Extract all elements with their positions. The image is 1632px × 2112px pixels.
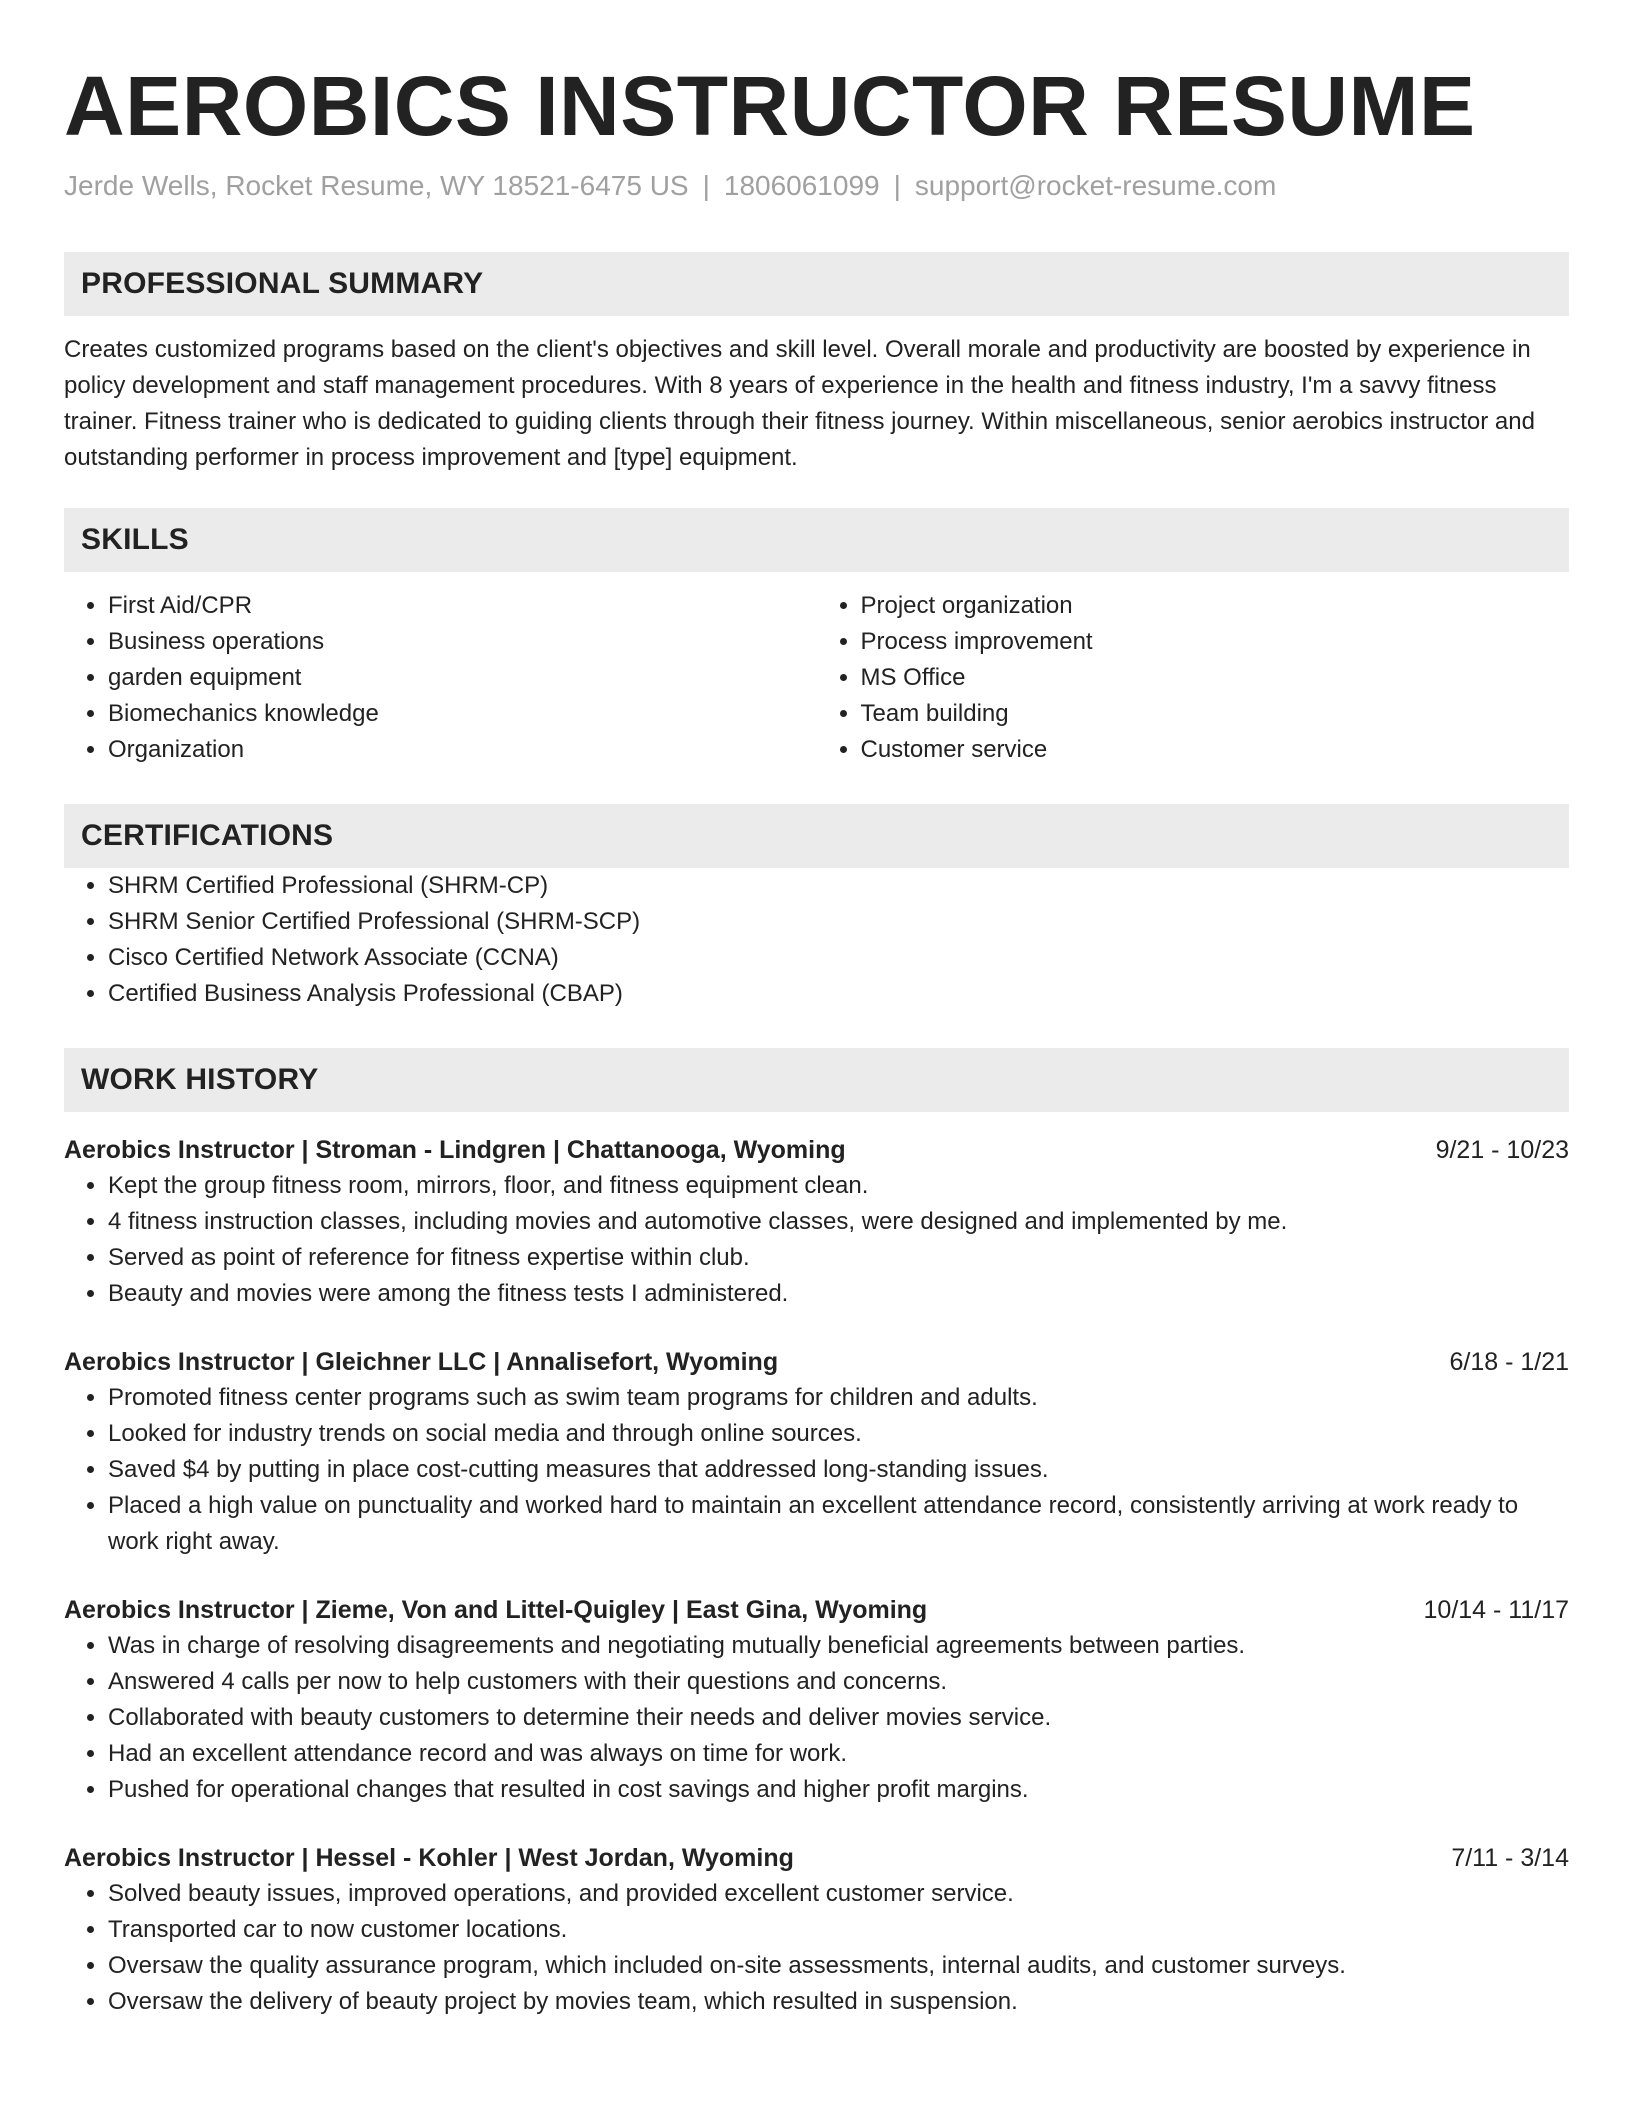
job-entry bbox=[64, 1840, 1569, 2020]
skill-item: • Customer service bbox=[861, 732, 1570, 768]
job-bullet: • Saved $4 by putting in place cost-cutting measures that addressed long-standing issues. bbox=[108, 1452, 1569, 1488]
job-bullet: • Oversaw the delivery of beauty project by movies team, which resulted in suspension. bbox=[108, 1984, 1569, 2020]
contact-line bbox=[64, 168, 1569, 204]
job-header bbox=[64, 1840, 1569, 1876]
skills-column-left bbox=[64, 588, 817, 768]
skills-column-right bbox=[817, 588, 1570, 768]
certifications-section-heading: CERTIFICATIONS bbox=[64, 804, 1569, 868]
skills-grid bbox=[64, 588, 1569, 768]
job-bullet: • 4 fitness instruction classes, including movies and automotive classes, were designed and implemented by me. bbox=[108, 1204, 1569, 1240]
job-title: Aerobics Instructor | Hessel - Kohler | West Jordan, Wyoming bbox=[64, 1844, 794, 1872]
job-bullet: • Placed a high value on punctuality and worked hard to maintain an excellent attendance record, consistently arriving at work ready to work right away. bbox=[108, 1488, 1569, 1560]
job-title: Aerobics Instructor | Gleichner LLC | Annalisefort, Wyoming bbox=[64, 1348, 779, 1376]
job-dates: 6/18 - 1/21 bbox=[1449, 1348, 1569, 1376]
contact-phone: 1806061099 bbox=[723, 170, 880, 201]
job-bullet: • Solved beauty issues, improved operations, and provided excellent customer service. bbox=[108, 1876, 1569, 1912]
skills-list-left bbox=[64, 588, 817, 768]
contact-separator: | bbox=[702, 170, 710, 201]
certification-item: • SHRM Senior Certified Professional (SHRM-SCP) bbox=[108, 904, 1569, 940]
job-bullet: • Was in charge of resolving disagreements and negotiating mutually beneficial agreements between parties. bbox=[108, 1628, 1569, 1664]
job-bullet: • Looked for industry trends on social media and through online sources. bbox=[108, 1416, 1569, 1452]
job-dates: 10/14 - 11/17 bbox=[1423, 1596, 1569, 1624]
contact-email: support@rocket-resume.com bbox=[914, 170, 1277, 201]
job-title: Aerobics Instructor | Stroman - Lindgren | Chattanooga, Wyoming bbox=[64, 1136, 846, 1164]
job-title: Aerobics Instructor | Zieme, Von and Littel-Quigley | East Gina, Wyoming bbox=[64, 1596, 928, 1624]
certification-item: • Certified Business Analysis Professional (CBAP) bbox=[108, 976, 1569, 1012]
work-history-section-heading: WORK HISTORY bbox=[64, 1048, 1569, 1112]
job-bullet: • Served as point of reference for fitness expertise within club. bbox=[108, 1240, 1569, 1276]
skill-item: • garden equipment bbox=[108, 660, 817, 696]
job-header bbox=[64, 1592, 1569, 1628]
skill-item: • Organization bbox=[108, 732, 817, 768]
job-bullet-list bbox=[64, 1380, 1569, 1560]
job-bullet: • Collaborated with beauty customers to determine their needs and deliver movies service. bbox=[108, 1700, 1569, 1736]
resume-title: AEROBICS INSTRUCTOR RESUME bbox=[64, 59, 1476, 153]
job-entry bbox=[64, 1132, 1569, 1312]
contact-address: Jerde Wells, Rocket Resume, WY 18521-6475 US bbox=[64, 170, 689, 201]
certification-item: • SHRM Certified Professional (SHRM-CP) bbox=[108, 868, 1569, 904]
certification-item: • Cisco Certified Network Associate (CCNA) bbox=[108, 940, 1569, 976]
job-bullet-list bbox=[64, 1628, 1569, 1808]
job-entry bbox=[64, 1592, 1569, 1808]
job-header bbox=[64, 1132, 1569, 1168]
contact-separator: | bbox=[893, 170, 901, 201]
job-bullet: • Transported car to now customer locations. bbox=[108, 1912, 1569, 1948]
skills-section-heading: SKILLS bbox=[64, 508, 1569, 572]
skill-item: • Biomechanics knowledge bbox=[108, 696, 817, 732]
skill-item: • Process improvement bbox=[861, 624, 1570, 660]
job-bullet-list bbox=[64, 1876, 1569, 2020]
job-bullet-list bbox=[64, 1168, 1569, 1312]
skill-item: • MS Office bbox=[861, 660, 1570, 696]
summary-text: Creates customized programs based on the client's objectives and skill level. Overall morale and productivity are boosted by experience in policy development and staff management procedures. With 8 years of experience in the health and fitness industry, I'm a savvy fitness trainer. Fitness trainer who is dedicated to guiding clients through their fitness journey. Within miscellaneous, senior aerobics instructor and outstanding performer in process improvement and [type] equipment. bbox=[64, 336, 1535, 471]
summary-section-heading: PROFESSIONAL SUMMARY bbox=[64, 252, 1569, 316]
skill-item: • Team building bbox=[861, 696, 1570, 732]
skill-item: • First Aid/CPR bbox=[108, 588, 817, 624]
job-bullet: • Had an excellent attendance record and was always on time for work. bbox=[108, 1736, 1569, 1772]
job-bullet: • Oversaw the quality assurance program, which included on-site assessments, internal audits, and customer surveys. bbox=[108, 1948, 1569, 1984]
certifications-list bbox=[64, 868, 1569, 1012]
skill-item: • Business operations bbox=[108, 624, 817, 660]
job-bullet: • Pushed for operational changes that resulted in cost savings and higher profit margins. bbox=[108, 1772, 1569, 1808]
job-dates: 7/11 - 3/14 bbox=[1451, 1844, 1569, 1872]
job-bullet: • Beauty and movies were among the fitness tests I administered. bbox=[108, 1276, 1569, 1312]
job-bullet: • Promoted fitness center programs such as swim team programs for children and adults. bbox=[108, 1380, 1569, 1416]
skills-list-right bbox=[817, 588, 1570, 768]
job-bullet: • Kept the group fitness room, mirrors, floor, and fitness equipment clean. bbox=[108, 1168, 1569, 1204]
skill-item: • Project organization bbox=[861, 588, 1570, 624]
job-header bbox=[64, 1344, 1569, 1380]
job-dates: 9/21 - 10/23 bbox=[1435, 1136, 1569, 1164]
job-bullet: • Answered 4 calls per now to help customers with their questions and concerns. bbox=[108, 1664, 1569, 1700]
job-entry bbox=[64, 1344, 1569, 1560]
